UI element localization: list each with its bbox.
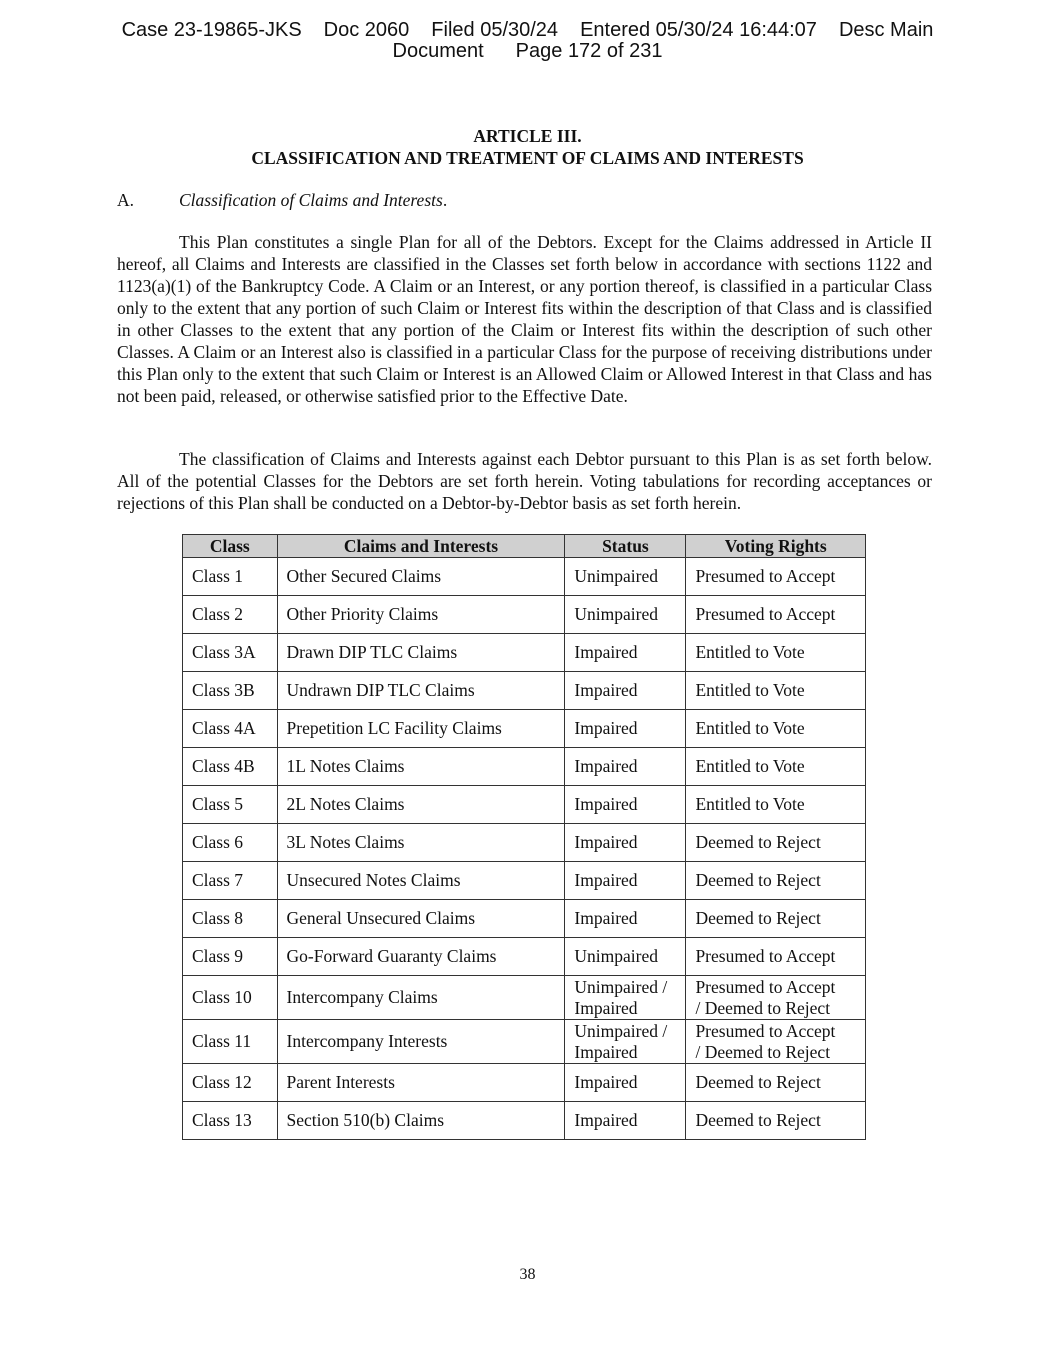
voting-cell: Entitled to Vote (686, 748, 866, 786)
page-number: 38 (519, 1266, 536, 1283)
voting-cell: Presumed to Accept (686, 596, 866, 634)
section-title: Classification of Claims and Interests (179, 190, 443, 210)
article-title: CLASSIFICATION AND TREATMENT OF CLAIMS AND INTERESTS (251, 148, 804, 168)
class-cell: Class 2 (183, 596, 278, 634)
court-filing-header (0, 20, 1055, 62)
claim-cell: Section 510(b) Claims (277, 1102, 565, 1140)
section-a-heading (117, 189, 447, 211)
claim-cell: Intercompany Claims (277, 976, 565, 1020)
table-row (183, 976, 866, 1020)
voting-cell: Entitled to Vote (686, 634, 866, 672)
status-line-1: Unimpaired / (574, 976, 668, 997)
paragraph-classification-per-debtor: The classification of Claims and Interests against each Debtor pursuant to this Plan is as set forth below. All of the potential Classes for the Debtors are set forth herein. Voting tabulations for recording acceptances or rejections of this Plan shall be conducted on a Debtor-by-Debtor basis as set forth herein. (117, 449, 932, 513)
status-cell: Impaired (565, 862, 686, 900)
header-line-1 (0, 20, 1055, 41)
class-cell: Class 3A (183, 634, 278, 672)
table-row (183, 900, 866, 938)
paragraph-plan-classification: This Plan constitutes a single Plan for all of the Debtors. Except for the Claims addressed in Article II hereof, all Claims and Interests are classified in the Classes set forth below in accordance with sections 1122 and 1123(a)(1) of the Bankruptcy Code. A Claim or an Interest, or any portion thereof, is classified in a particular Class only to the extent that any portion of such Claim or Interest fits within the description of that Class and is classified in other Classes to the extent that any portion of the Claim or Interest fits within the description of such other Classes. A Claim or an Interest also is classified in a particular Class for the purpose of receiving distributions under this Plan only to the extent that such Claim or Interest is an Allowed Claim or Allowed Interest in that Class and has not been paid, released, or otherwise satisfied prior to the Effective Date. (117, 232, 932, 406)
voting-line-2: / Deemed to Reject (695, 997, 831, 1018)
class-cell: Class 9 (183, 938, 278, 976)
table-row (183, 748, 866, 786)
class-cell: Class 6 (183, 824, 278, 862)
status-line-2: Impaired (574, 997, 638, 1018)
entered-date: Entered 05/30/24 16:44:07 (580, 19, 817, 41)
status-cell: Impaired (565, 786, 686, 824)
table-row (183, 1102, 866, 1140)
status-cell: Impaired (565, 748, 686, 786)
voting-cell (686, 976, 866, 1020)
column-header-status: Status (565, 535, 686, 558)
status-line-2: Impaired (574, 1041, 638, 1062)
table-row (183, 558, 866, 596)
claim-cell: 1L Notes Claims (277, 748, 565, 786)
claim-cell: Drawn DIP TLC Claims (277, 634, 565, 672)
table-row (183, 710, 866, 748)
class-cell: Class 7 (183, 862, 278, 900)
class-cell: Class 13 (183, 1102, 278, 1140)
status-cell: Impaired (565, 672, 686, 710)
voting-cell: Deemed to Reject (686, 1064, 866, 1102)
class-cell: Class 3B (183, 672, 278, 710)
voting-cell: Deemed to Reject (686, 824, 866, 862)
section-label: A. (117, 190, 135, 210)
classification-table (182, 534, 866, 1140)
voting-line-1: Presumed to Accept (695, 1020, 836, 1041)
status-cell: Impaired (565, 1102, 686, 1140)
status-cell (565, 1020, 686, 1064)
voting-cell: Entitled to Vote (686, 710, 866, 748)
column-header-voting: Voting Rights (686, 535, 866, 558)
class-cell: Class 4A (183, 710, 278, 748)
claim-cell: Intercompany Interests (277, 1020, 565, 1064)
claim-cell: Other Secured Claims (277, 558, 565, 596)
table-header-row (183, 535, 866, 558)
status-cell: Impaired (565, 824, 686, 862)
header-line-2 (0, 41, 1055, 62)
table-row (183, 596, 866, 634)
status-cell: Impaired (565, 710, 686, 748)
claim-cell: Parent Interests (277, 1064, 565, 1102)
table-row (183, 1020, 866, 1064)
status-cell: Unimpaired (565, 558, 686, 596)
status-cell: Impaired (565, 900, 686, 938)
voting-cell: Presumed to Accept (686, 558, 866, 596)
table-row (183, 938, 866, 976)
article-number: ARTICLE III. (473, 126, 582, 146)
voting-line-2: / Deemed to Reject (695, 1041, 831, 1062)
doc-number: Doc 2060 (323, 19, 410, 41)
voting-cell (686, 1020, 866, 1064)
class-cell: Class 1 (183, 558, 278, 596)
claim-cell: Unsecured Notes Claims (277, 862, 565, 900)
table-row (183, 862, 866, 900)
column-header-class: Class (183, 535, 278, 558)
claim-cell: Prepetition LC Facility Claims (277, 710, 565, 748)
class-cell: Class 12 (183, 1064, 278, 1102)
claim-cell: 2L Notes Claims (277, 786, 565, 824)
class-cell: Class 11 (183, 1020, 278, 1064)
table-row (183, 1064, 866, 1102)
class-cell: Class 8 (183, 900, 278, 938)
class-cell: Class 5 (183, 786, 278, 824)
claim-cell: Go-Forward Guaranty Claims (277, 938, 565, 976)
column-header-claims: Claims and Interests (277, 535, 565, 558)
claim-cell: Undrawn DIP TLC Claims (277, 672, 565, 710)
voting-cell: Entitled to Vote (686, 786, 866, 824)
class-cell: Class 10 (183, 976, 278, 1020)
claim-cell: 3L Notes Claims (277, 824, 565, 862)
claim-cell: Other Priority Claims (277, 596, 565, 634)
article-heading (0, 125, 1055, 169)
document-label: Document (392, 40, 484, 62)
status-cell: Impaired (565, 634, 686, 672)
voting-cell: Deemed to Reject (686, 900, 866, 938)
desc-label: Desc Main (838, 19, 934, 41)
voting-cell: Deemed to Reject (686, 1102, 866, 1140)
table-row (183, 634, 866, 672)
voting-cell: Presumed to Accept (686, 938, 866, 976)
class-cell: Class 4B (183, 748, 278, 786)
status-line-1: Unimpaired / (574, 1020, 668, 1041)
table-row (183, 786, 866, 824)
filed-date: Filed 05/30/24 (431, 19, 559, 41)
status-cell: Unimpaired (565, 938, 686, 976)
page-count: Page 172 of 231 (515, 40, 663, 62)
status-cell: Unimpaired (565, 596, 686, 634)
voting-cell: Deemed to Reject (686, 862, 866, 900)
table-row (183, 824, 866, 862)
voting-line-1: Presumed to Accept (695, 976, 836, 997)
claim-cell: General Unsecured Claims (277, 900, 565, 938)
status-cell (565, 976, 686, 1020)
voting-cell: Entitled to Vote (686, 672, 866, 710)
table-row (183, 672, 866, 710)
case-number: Case 23-19865-JKS (121, 19, 302, 41)
section-title-period: . (442, 190, 448, 210)
status-cell: Impaired (565, 1064, 686, 1102)
